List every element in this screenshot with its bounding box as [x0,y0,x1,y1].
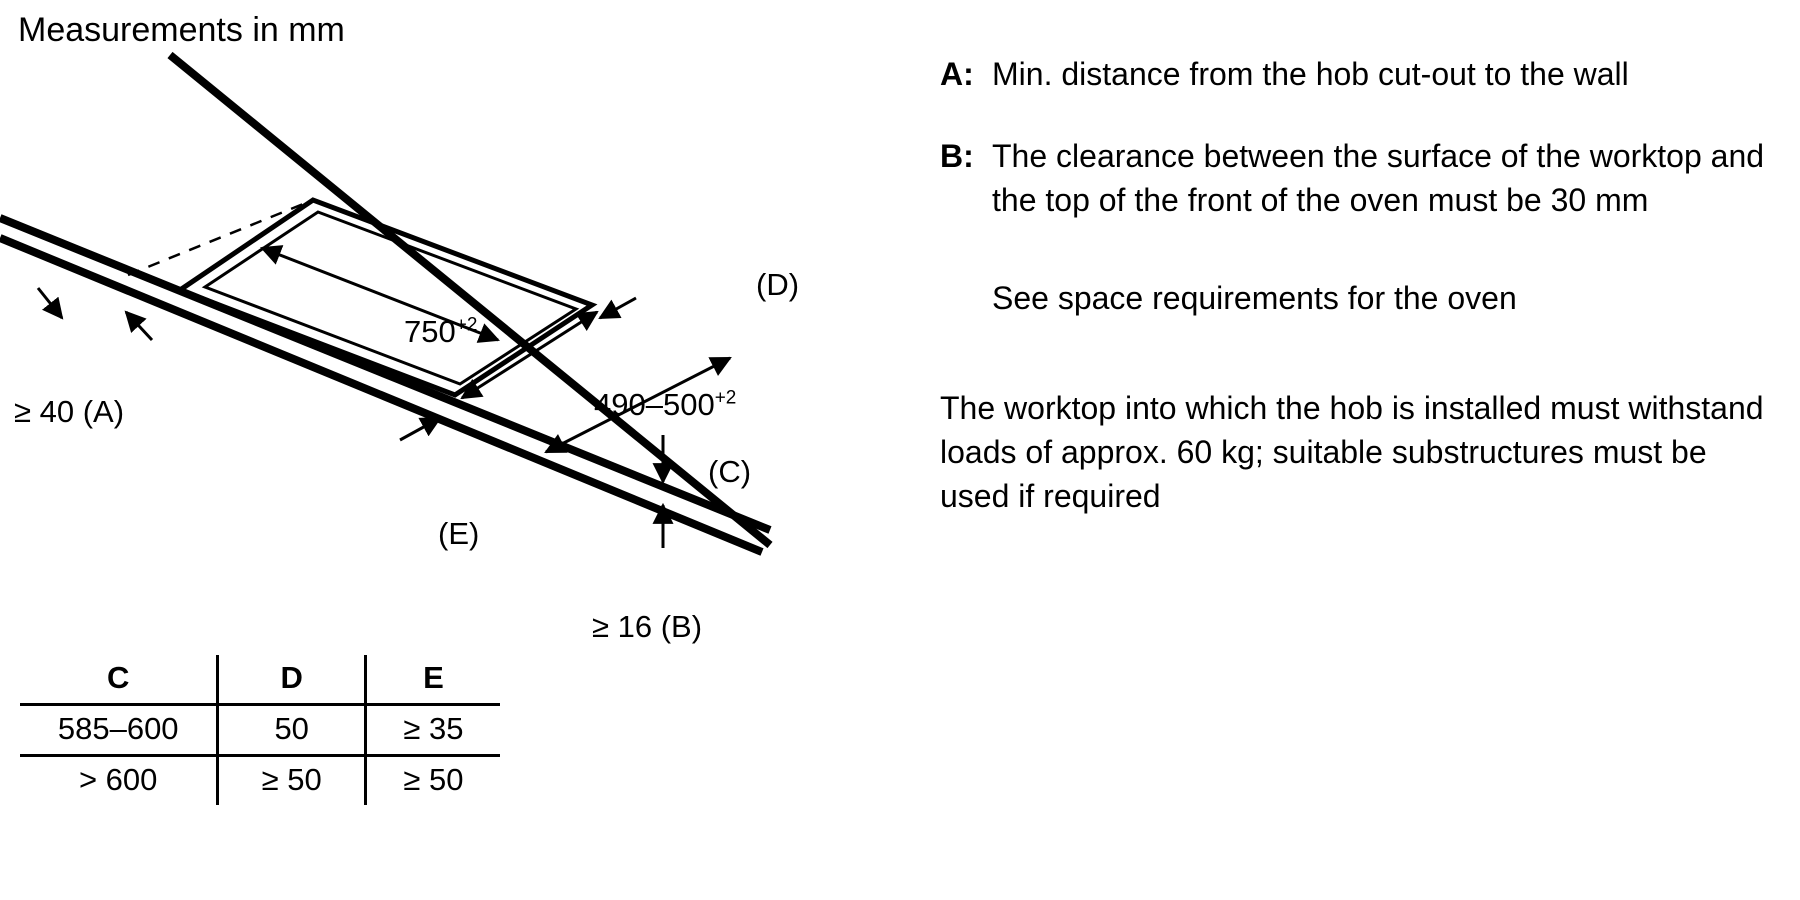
note-b-key: B: [940,138,974,174]
label-b-thickness: ≥ 16 (B) [592,609,703,644]
table-cell-c-1: 585–600 [20,705,218,756]
label-depth: $490-500^{+2}$ [594,387,737,422]
measurements-table [20,655,500,805]
notes-column [940,52,1780,518]
table-header-e: E [365,655,500,705]
table-header-c: C [20,655,218,705]
note-a-text: Min. distance from the hob cut-out to the wall [992,56,1629,92]
note-b [940,134,1780,222]
label-width: $750^{+2}$ [404,314,478,349]
note-oven-space: See space requirements for the oven [992,280,1517,316]
table-header-row [20,655,500,705]
note-worktop-load: The worktop into which the hob is installed must withstand loads of approx. 60 kg; suitable substructures must be used if required [940,390,1764,514]
dimension-arrow-a-2 [126,312,152,340]
note-b-text: The clearance between the surface of the worktop and the top of the front of the oven must be 30 mm [992,138,1765,218]
label-e: (E) [438,516,480,551]
leader-arrow-e [400,418,440,440]
label-d: (D) [756,267,800,302]
table-cell-d-1: 50 [218,705,366,756]
label-c: (C) [708,454,752,489]
worktop-front-upper [0,218,770,530]
measurements-table-wrapper [20,655,510,805]
table-header-d: D [218,655,366,705]
leader-arrow-d [600,298,636,318]
worktop-back-edge [170,55,770,545]
table-cell-e-1: ≥ 35 [365,705,500,756]
table-row [20,705,500,756]
table-cell-c-2: > 600 [20,756,218,806]
page-title: Measurements in mm [18,11,345,49]
table-cell-d-2: ≥ 50 [218,756,366,806]
dimension-arrow-a-1 [38,288,62,318]
note-a-key: A: [940,56,974,92]
table-row [20,756,500,806]
label-a-distance: ≥ 40 (A) [14,394,125,429]
note-a [940,52,1780,96]
installation-diagram [0,40,930,644]
table-cell-e-2: ≥ 50 [403,762,464,797]
